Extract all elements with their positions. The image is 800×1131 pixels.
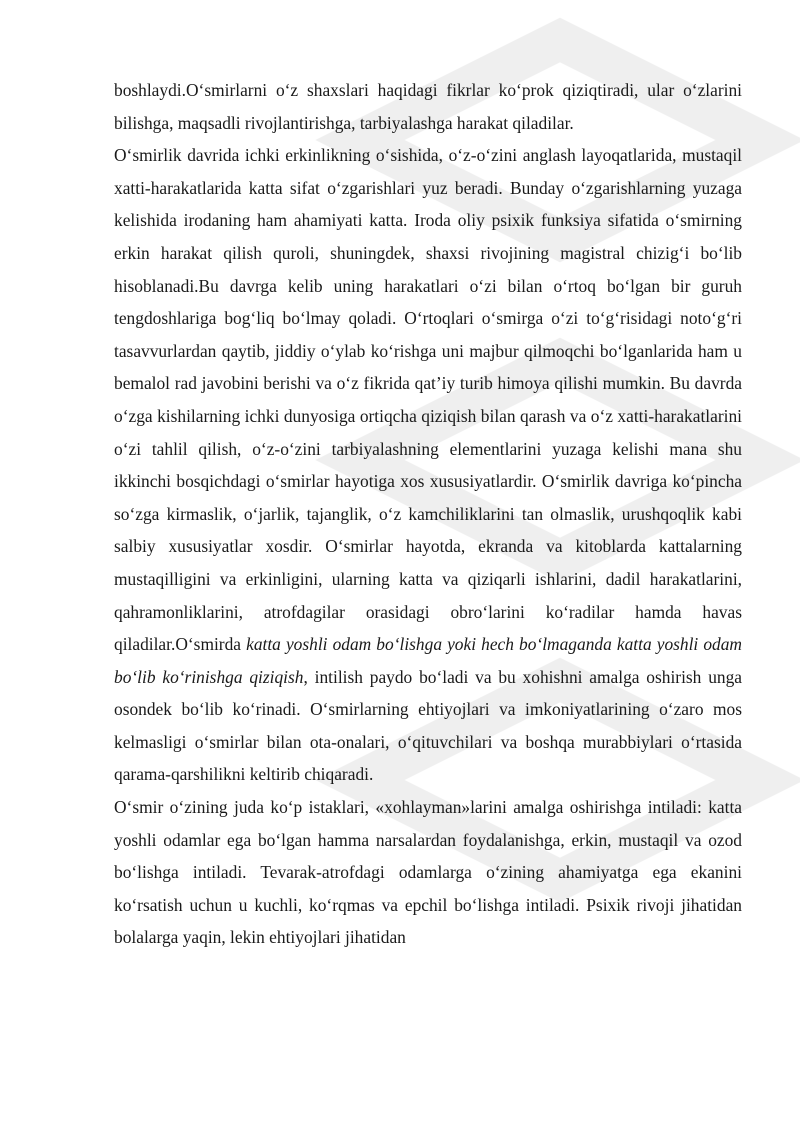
paragraph-2-after: , intilish paydo bo‘ladi va bu xohishni amalga oshirish unga osondek bo‘lib ko‘rinadi. O‘smirlarning ehtiyojlari va imkoniyatlarining o‘zaro mos kelmasligi o‘smirlar bilan ota-onalari, o‘qituvchilari va boshqa murabbiylari o‘rtasida qarama-qarshilikni keltirib chiqaradi. — [114, 666, 742, 785]
paragraph-1 — [114, 74, 742, 139]
paragraph-2-italic: katta yoshli odam bo‘lishga yoki hech bo‘lmaganda katta yoshli odam bo‘lib ko‘rinishga qiziqish — [114, 634, 742, 687]
paragraph-1-text: boshlaydi.O‘smirlarni o‘z shaxslari haqidagi fikrlar ko‘prok qiziqtiradi, ular o‘zlarini bilishga, maqsadli rivojlantirishga, tarbiyalashga harakat qiladilar. — [114, 80, 742, 133]
paragraph-2-text: O‘smirlik davrida ichki erkinlikning o‘sishida, o‘z-o‘zini anglash layoqatlarida, mustaqil xatti-harakatlarida katta sifat o‘zgarishlari yuz beradi. Bunday o‘zgarishlarning yuzaga kelishida irodaning ham ahamiyati katta. Iroda oliy psixik funksiya sifatida o‘smirning erkin harakat qilish quroli, shuningdek, shaxsi rivojining magistral chizig‘i bo‘lib hisoblanadi.Bu davrga kelib uning harakatlari o‘zi bilan o‘rtoq bo‘lgan bir guruh tengdoshlariga bog‘liq bo‘lmay qoladi. O‘rtoqlari o‘smirga o‘zi to‘g‘risidagi noto‘g‘ri tasavvurlardan qaytib, jiddiy o‘ylab ko‘rishga uni majbur qilmoqchi bo‘lganlarida ham u bemalol rad javobini berishi va o‘z fikrida qat’iy turib himoya qilishi mumkin. Bu davrda o‘zga kishilarning ichki dunyosiga ortiqcha qiziqish bilan qarash va o‘z xatti-harakatlarini o‘zi tahlil qilish, o‘z-o‘zini tarbiyalashning elementlarini yuzaga kelishi mana shu ikkinchi bosqichdagi o‘smirlar hayotiga xos xususiyatlardir. O‘smirlik davriga ko‘pincha so‘zga kirmaslik, o‘jarlik, tajanglik, o‘z kamchiliklarini tan olmaslik, urushqoqlik kabi salbiy xususiyatlar xosdir. O‘smirlar hayotda, ekranda va kitoblarda kattalarning mustaqilligini va erkinligini, ularning katta va qiziqarli ishlarini, dadil harakatlarini, qahramonliklarini, atrofdagilar orasidagi obro‘larini ko‘radilar hamda havas qiladilar.O‘smirda — [114, 145, 742, 655]
paragraph-3-text: O‘smir o‘zining juda ko‘p istaklari, «xohlayman»larini amalga oshirishga intiladi: katta yoshli odamlar ega bo‘lgan hamma narsalardan foydalanishga, erkin, mustaqil va ozod bo‘lishga intiladi. Tevarak-atrofdagi odamlarga o‘zining ahamiyatga ega ekanini ko‘rsatish uchun u kuchli, ko‘rqmas va epchil bo‘lishga intiladi. Psixik rivoji jihatidan bolalarga yaqin, lekin ehtiyojlari jihatidan — [114, 797, 742, 948]
body-text — [114, 74, 742, 954]
paragraph-3 — [114, 791, 742, 954]
paragraph-2 — [114, 139, 742, 791]
